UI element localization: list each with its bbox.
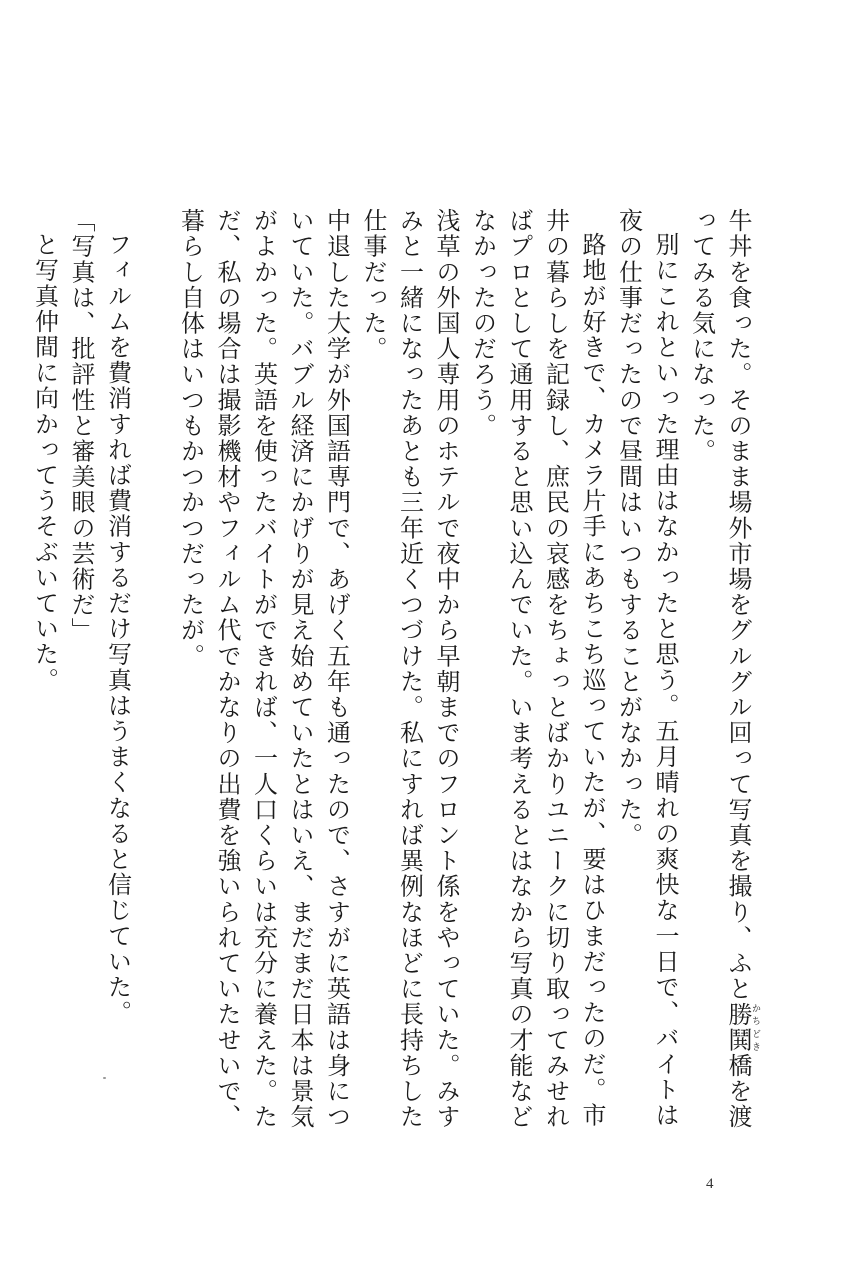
paragraph-1-text-after: 橋を渡ってみる気になった。 bbox=[687, 208, 752, 1130]
scan-speck bbox=[103, 1077, 106, 1079]
body-text bbox=[26, 208, 760, 1148]
quote-line: 「写真は、批評性と審美眼の芸術だ」 bbox=[67, 208, 95, 644]
ruby-reading: かちどき bbox=[750, 1001, 760, 1053]
paragraph-6: フィルムを費消すれば費消するだけ写真はうまくなると信じていた。 bbox=[103, 232, 132, 1026]
paragraph-1 bbox=[683, 208, 760, 1148]
paragraph-5: 中退した大学が外国語専門で、あげく五年も通ったので、さすがに英語は身についていた。バブル経済にかげりが見え始めていたとはいえ、まだまだ日本は景気がよかった。英語を使ったバイトができれば、一人口くらいは充分に養えた。ただ、私の場合は撮影機材やフィルム代でかなりの出費を強いられていたせいで、暮らし自体はいつもかつかつだったが。 bbox=[176, 208, 351, 1130]
paragraph-3: 路地が好きで、カメラ片手にあちこち巡っていたが、要はひまだったのだ。市井の暮らしを記録し、庶民の哀感をちょっとばかりユニークに切り取ってみせればプロとして通用すると思い込んでいた。いま考えるとはなから写真の才能などなかったのだろう。 bbox=[468, 208, 606, 1130]
paragraph-8: と写真仲間に向かってうそぶいていた。 bbox=[30, 232, 59, 693]
paragraph-4: 浅草の外国人専用のホテルで夜中から早朝までのフロント係をやっていた。みすみと一緒になったあとも三年近くつづけた。私にすれば異例なほどに長持ちした仕事だった。 bbox=[359, 208, 460, 1130]
ruby-base-text: 勝鬨 bbox=[724, 1001, 752, 1053]
paragraph-1-text: 牛丼を食った。そのまま場外市場をグルグル回って写真を撮り、ふと bbox=[724, 208, 752, 1002]
page-number: 4 bbox=[706, 1176, 714, 1192]
ruby-kachidoki bbox=[724, 1001, 760, 1053]
paragraph-2: 別にこれといった理由はなかったと思う。五月晴れの爽快な一日で、バイトは夜の仕事だったので昼間はいつもすることがなかった。 bbox=[614, 208, 679, 1128]
